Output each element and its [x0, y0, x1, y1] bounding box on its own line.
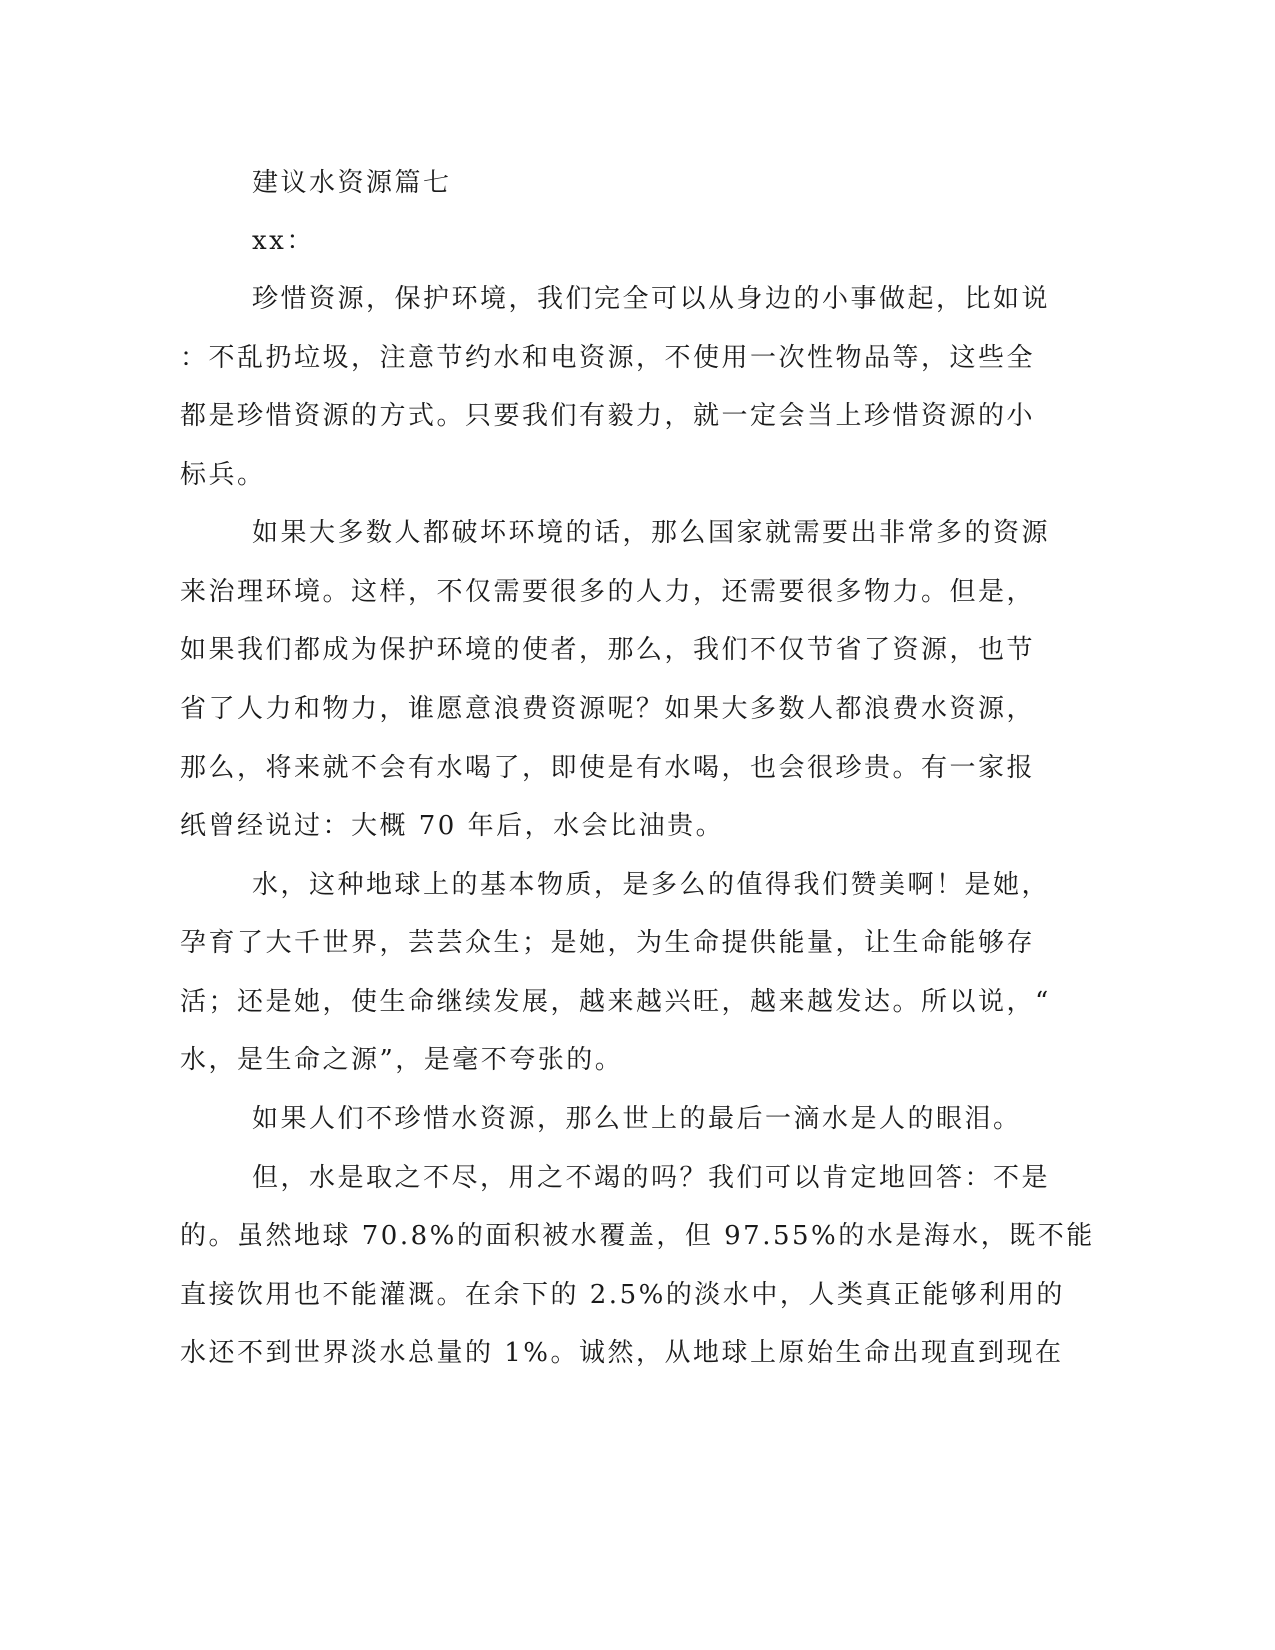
salutation: xx：	[252, 226, 315, 256]
paragraph-line: 水，是生命之源”，是毫不夸张的。	[180, 1045, 624, 1075]
paragraph-line: 都是珍惜资源的方式。只要我们有毅力，就一定会当上珍惜资源的小	[180, 401, 1036, 431]
paragraph-line: 珍惜资源，保护环境，我们完全可以从身边的小事做起，比如说	[252, 284, 1051, 314]
paragraph-line: 来治理环境。这样，不仅需要很多的人力，还需要很多物力。但是，	[180, 577, 1036, 607]
paragraph-line: 那么，将来就不会有水喝了，即使是有水喝，也会很珍贵。有一家报	[180, 753, 1036, 783]
paragraph-line: 如果我们都成为保护环境的使者，那么，我们不仅节省了资源，也节	[180, 635, 1036, 665]
paragraph-line: 水还不到世界淡水总量的 1%。诚然，从地球上原始生命出现直到现在	[180, 1338, 1064, 1368]
paragraph-line: 纸曾经说过：大概 70 年后，水会比油贵。	[180, 811, 725, 841]
paragraph-line: ：不乱扔垃圾，注意节约水和电资源，不使用一次性物品等，这些全	[180, 343, 1036, 373]
paragraph-line: 如果大多数人都破坏环境的话，那么国家就需要出非常多的资源	[252, 518, 1051, 548]
document-heading: 建议水资源篇七	[252, 168, 452, 198]
paragraph-line: 的。虽然地球 70.8%的面积被水覆盖，但 97.55%的水是海水，既不能	[180, 1221, 1095, 1251]
paragraph-line: 如果人们不珍惜水资源，那么世上的最后一滴水是人的眼泪。	[252, 1104, 1022, 1134]
paragraph-line: 但，水是取之不尽，用之不竭的吗？我们可以肯定地回答：不是	[252, 1163, 1051, 1193]
paragraph-line: 孕育了大千世界，芸芸众生；是她，为生命提供能量，让生命能够存	[180, 928, 1036, 958]
paragraph-line: 直接饮用也不能灌溉。在余下的 2.5%的淡水中，人类真正能够利用的	[180, 1280, 1065, 1310]
paragraph-line: 活；还是她，使生命继续发展，越来越兴旺，越来越发达。所以说，“	[180, 987, 1051, 1017]
paragraph-line: 省了人力和物力，谁愿意浪费资源呢？如果大多数人都浪费水资源，	[180, 694, 1036, 724]
paragraph-line: 标兵。	[180, 460, 266, 490]
paragraph-line: 水，这种地球上的基本物质，是多么的值得我们赞美啊！是她，	[252, 870, 1051, 900]
